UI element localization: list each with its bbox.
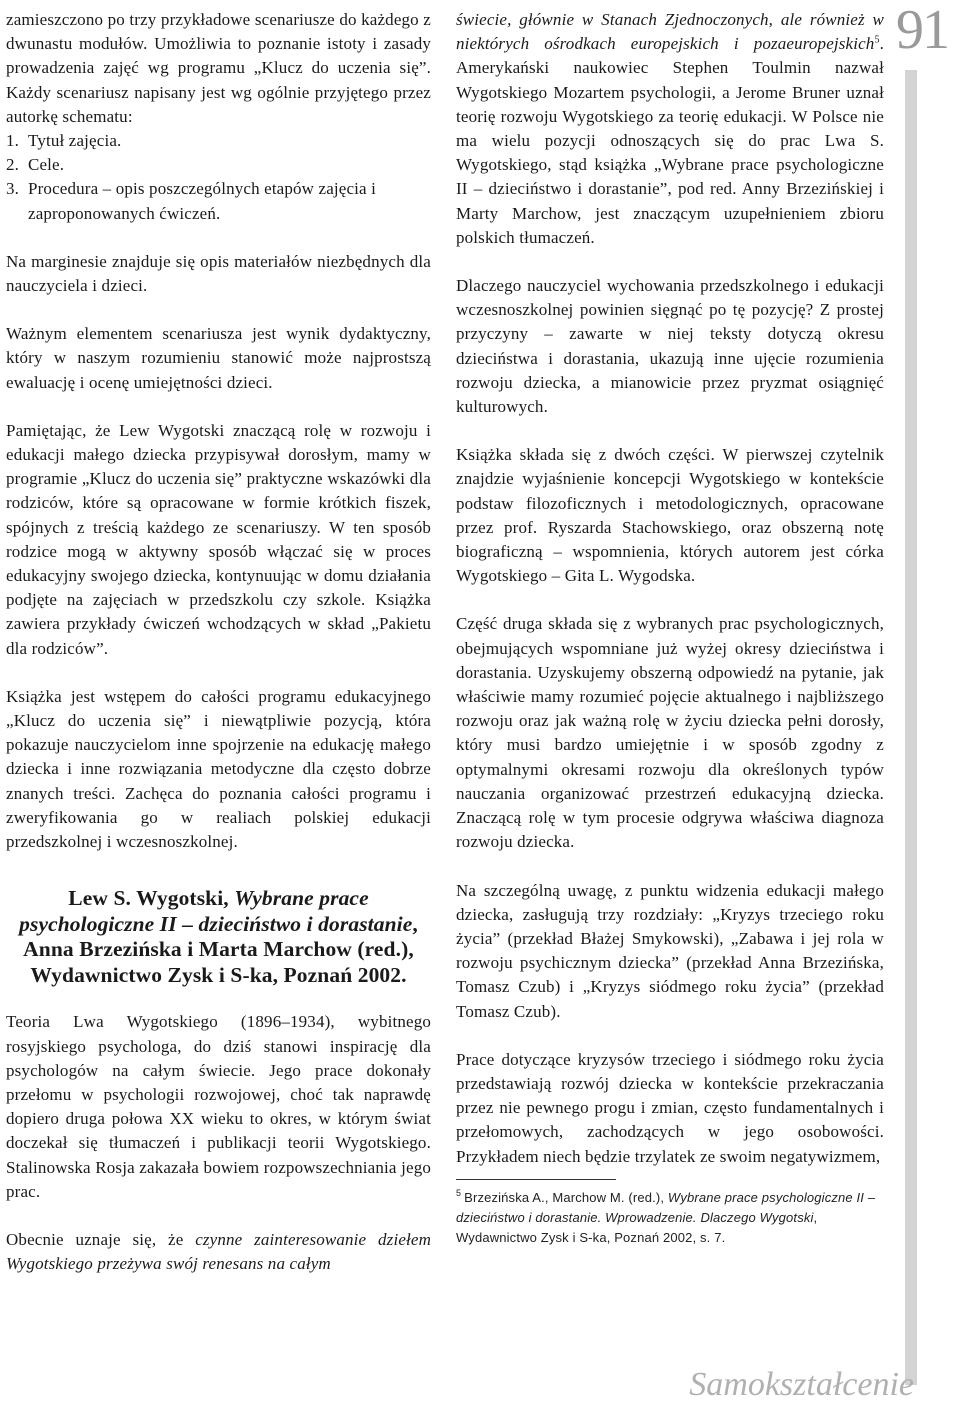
footnote-start: Brzezińska A., Marchow M. (red.), [464,1189,668,1205]
paragraph-quote: świecie, głównie w Stanach Zjednoczonych, ale również w niektórych ośrodkach europejskich i pozaeuropejskich [456,10,884,54]
footnote-end: , Wydawnictwo Zysk i S-ka, Poznań 2002, s. 7. [456,1209,818,1245]
paragraph: Na szczególną uwagę, z punktu widzenia edukacji małego dziecka, zasługują trzy rozdziały: „Kryzys trzeciego roku życia” (przekład Błażej Smykowski), „Zabawa i jej rola w rozwoju psychicznym dziecka” (przekład Anna Brzezińska, Tomasz Czub) i „Kryzys siódmego roku życia” (przekład Tomasz Czub). [456,880,884,1021]
footnote-title: Wybrane prace psychologiczne II – dzieciństwo i dorastanie. Wprowadzenie. Dlaczego Wygotski [456,1189,876,1225]
book-review-heading [6,886,431,988]
list-number: 2. [6,155,20,175]
paragraph: Teoria Lwa Wygotskiego (1896–1934), wybitnego rosyjskiego psychologa, do dziś stanowi inspirację dla psychologów na całym świecie. Jego prace dokonały przełomu w psychologii rozwojowej, choć tak naprawdę dopiero druga połowa XX wieku to okres, w którym świat doczekał się tłumaczeń i publikacji teorii Wygotskiego. Stalinowska Rosja zakazała bowiem rozpowszechniania jego prac. [6,1012,431,1201]
footnote [456,1188,884,1248]
paragraph [456,8,884,250]
paragraph: Książka składa się z dwóch części. W pierwszej czytelnik znajdzie wyjaśnienie koncepcji Wygotskiego w kontekście podstaw filozoficznych i metodologicznych, opracowane przez prof. Ryszarda Stachowskiego, oraz obszerną notę biograficzną – wspomnienia, których autorem jest córka Wygotskiego – Gita L. Wygodska. [456,445,884,586]
paragraph-start: Obecnie uznaje się, że [6,1229,196,1249]
paragraph: Część druga składa się z wybranych prac psychologicznych, obejmujących wspomniane już wyżej okresy dzieciństwa i dorastania. Uzyskujemy obszerną odpowiedź na pytanie, jak właściwie mamy rozumieć pojęcie aktualnego i najbliższego rozwoju oraz jak ważną rolę w życiu dziecka pełni dorosły, który musi bardzo umiejętnie i w sposób zgodny z optymalnymi okresami rozwoju dla określonych typów nauczania organizować przestrzeń edukacyjną dziecka. Znaczącą rolę w tym procesie odgrywa właściwa diagnoza rozwoju dziecka. [456,614,884,852]
paragraph: Na marginesie znajduje się opis materiałów niezbędnych dla nauczyciela i dzieci. [6,251,431,296]
paragraph: Prace dotyczące kryzysów trzeciego i siódmego roku życia przedstawiają rozwój dziecka w kontekście przekraczania przez nie pewnego progu i zmian, często fundamentalnych i przełomowych, zachodzących w jego osobowości. Przykładem niech będzie trzylatek ze swoim negatywizmem, [456,1049,884,1166]
paragraph: Dlaczego nauczyciel wychowania przedszkolnego i edukacji wczesnoszkolnej powinien sięgnąć po tę pozycję? Z prostej przyczyny – zawarte w niej teksty dotyczą okresu dzieciństwa i dorastania, ukazują inne ujęcie rozumienia rozwoju dziecka, a mianowicie przez pryzmat osiągnięć kulturowych. [456,276,884,417]
side-decorative-bar [905,70,917,1385]
paragraph [6,1228,431,1276]
list-item [6,153,431,177]
paragraph-quote: czynne zainteresowanie dziełem Wygotskiego przeżywa swój renesans na całym [6,1229,432,1274]
heading-author: Lew S. Wygotski, [68,886,235,911]
heading-details: , Anna Brzezińska i Marta Marchow (red.), Wydawnictwo Zysk i S-ka, Poznań 2002. [23,911,418,987]
paragraph: Ważnym elementem scenariusza jest wynik dydaktyczny, który w naszym rozumieniu stanowić może najprostszą ewaluację i ocenę umiejętności dzieci. [6,324,431,392]
section-label: Samokształcenie [689,1366,914,1403]
list-number: 1. [6,131,20,151]
list-text: Cele. [28,155,65,175]
paragraph: Książka jest wstępem do całości programu edukacyjnego „Klucz do uczenia się” i niewątpliwie pozycją, która pokazuje nauczycielom inne spojrzenie na edukację małego dziecka i inne rozwiązania metodyczne dla często dobrze znanych treści. Zachęca do poznania całości programu i zweryfikowania go w realiach polskiej edukacji przedszkolnej i wczesnoszkolnej. [6,686,431,852]
list-text: Procedura – opis poszczególnych etapów zajęcia i zaproponowanych ćwiczeń. [28,179,377,223]
paragraph: zamieszczono po trzy przykładowe scenariusze do każdego z dwunastu modułów. Umożliwia to poznanie istoty i zasady prowadzenia zajęć wg programu „Klucz do uczenia się”. Każdy scenariusz napisany jest wg ogólnie przyjętego przez autorkę schematu: [6,10,431,126]
left-column [6,8,431,1276]
footnote-reference: 5 [874,34,880,46]
list-text: Tytuł zajęcia. [28,131,122,151]
footnote-divider [456,1179,616,1180]
list-number: 3. [6,179,20,199]
footnote-number: 5 [456,1188,462,1199]
heading-book-title: Wybrane prace psychologiczne II – dzieciństwo i dorastanie [19,886,413,936]
list-item [6,129,431,153]
paragraph-rest: . Amerykański naukowiec Stephen Toulmin nazwał Wygotskiego Mozartem psychologii, a Jerome Bruner uznał teorię rozwoju Wygotskiego za teorię edukacji. W Polsce nie ma wielu pozycji odnoszących się do prac Lwa S. Wygotskiego, stąd książka „Wybrane prace psychologiczne II – dzieciństwo i dorastanie”, pod red. Anny Brzezińskiej i Marty Marchow, jest znaczącym uzupełnieniem zbioru polskich tłumaczeń. [456,34,884,247]
schema-list [6,129,431,226]
list-item [6,177,431,225]
right-column [456,8,884,1248]
page-number: 91 [896,0,948,61]
paragraph: Pamiętając, że Lew Wygotski znaczącą rolę w rozwoju i edukacji małego dziecka przypisywał dorosłym, mamy w programie „Klucz do uczenia się” praktyczne wskazówki dla rodziców, które są opracowane w formie krótkich fiszek, spójnych z treścią każdego ze scenariuszy. W ten sposób rodzice mogą w aktywny sposób włączać się w proces edukacyjny swojego dziecka, kontynuując w domu działania podjęte na zajęciach w przedszkolu czy szkole. Książka zawiera przykłady ćwiczeń wchodzących w skład „Pakietu dla rodziców”. [6,420,431,658]
